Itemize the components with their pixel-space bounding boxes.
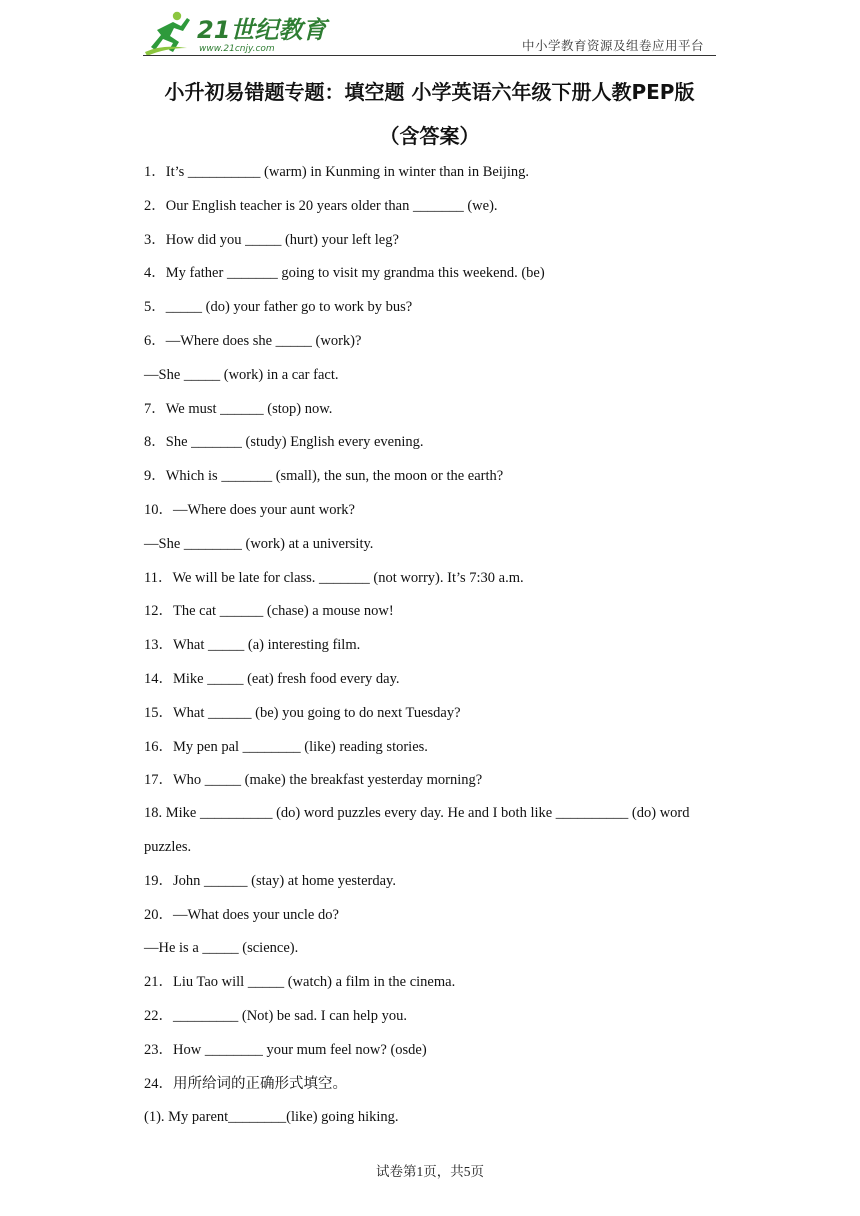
question-line: 13．What _____ (a) interesting film. xyxy=(144,637,361,654)
question-line: 4．My father _______ going to visit my grandma this weekend. (be) xyxy=(144,265,545,282)
question-list xyxy=(144,162,716,1141)
question-line: —He is a _____ (science). xyxy=(144,940,299,957)
question-line: 11．We will be late for class. _______ (not worry). It’s 7:30 a.m. xyxy=(144,569,524,586)
site-logo xyxy=(143,10,327,56)
question-line: 22．_________ (Not) be sad. I can help you. xyxy=(144,1007,407,1024)
question-line: —She ________ (work) at a university. xyxy=(144,535,374,552)
question-line: 2．Our English teacher is 20 years older than _______ (we). xyxy=(144,197,498,214)
header-divider xyxy=(143,55,716,56)
question-line: —She _____ (work) in a car fact. xyxy=(144,366,339,383)
question-line: 8．She _______ (study) English every evening. xyxy=(144,434,424,451)
question-line: 7．We must ______ (stop) now. xyxy=(144,400,333,417)
question-line: 17．Who _____ (make) the breakfast yesterday morning? xyxy=(144,772,483,789)
question-line: 14．Mike _____ (eat) fresh food every day. xyxy=(144,670,400,687)
question-line: 21．Liu Tao will _____ (watch) a film in the cinema. xyxy=(144,974,456,991)
question-line: 19．John ______ (stay) at home yesterday. xyxy=(144,872,396,889)
runner-icon xyxy=(145,12,190,56)
page-footer: 试卷第1页，共5页 xyxy=(376,1164,484,1179)
document-subtitle: （含答案） xyxy=(379,124,480,148)
svg-text:www.21cnjy.com: www.21cnjy.com xyxy=(199,44,275,54)
site-name: 中小学教育资源及组卷应用平台 xyxy=(521,38,704,53)
page-header xyxy=(143,8,716,58)
question-line: 12．The cat ______ (chase) a mouse now! xyxy=(144,603,394,620)
question-line: 18. Mike __________ (do) word puzzles every day. He and I both like __________ (do) word puzzles. xyxy=(144,805,690,855)
question-line: 5．_____ (do) your father go to work by bus? xyxy=(144,299,413,316)
question-line: 16．My pen pal ________ (like) reading stories. xyxy=(144,738,428,755)
question-line: 3．How did you _____ (hurt) your left leg? xyxy=(144,231,399,248)
question-line: 10．—Where does your aunt work? xyxy=(144,501,355,518)
question-line: 23．How ________ your mum feel now? (osde) xyxy=(144,1041,427,1058)
question-line: 24．用所给词的正确形式填空。 xyxy=(144,1075,347,1092)
question-line: 6．—Where does she _____ (work)? xyxy=(144,332,362,349)
question-line: 20．—What does your uncle do? xyxy=(144,906,339,923)
svg-text:21世纪教育: 21世纪教育 xyxy=(197,16,327,44)
question-line: (1). My parent________(like) going hiking. xyxy=(144,1109,399,1126)
question-line: 9．Which is _______ (small), the sun, the moon or the earth? xyxy=(144,468,504,485)
question-line: 1．It’s __________ (warm) in Kunming in winter than in Beijing. xyxy=(144,164,530,180)
document-title: 小升初易错题专题：填空题 小学英语六年级下册人教PEP版 xyxy=(164,80,695,104)
question-line: 15．What ______ (be) you going to do next Tuesday? xyxy=(144,704,461,721)
